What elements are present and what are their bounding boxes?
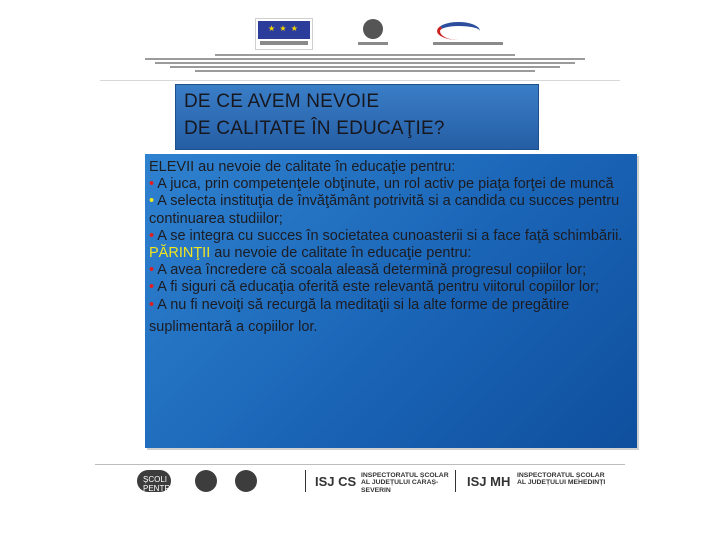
title-line-2: DE CALITATE ÎN EDUCAŢIE? (184, 118, 445, 139)
speech-bubble-logo (137, 470, 176, 493)
header-logos (250, 18, 510, 48)
separator (305, 470, 306, 492)
cov-logo (433, 18, 503, 48)
section-heading-parents (149, 245, 633, 262)
bubble-text: ȘCOLI PENTRU (143, 475, 176, 493)
bullet-item: • A nu fi nevoiţi să recurgă la meditaţii si la alte forme de pregătire (149, 296, 570, 313)
bullet-text: A juca, prin competenţele obţinute, un rol activ pe piaţa forţei de muncă (154, 176, 614, 193)
bullet-item: • A se integra cu succes în societatea cunoasterii si a face faţă schimbării. (149, 227, 623, 244)
eu-flag-logo (255, 18, 313, 50)
content-text (149, 159, 633, 336)
content-box (145, 154, 637, 448)
crest-logo (235, 470, 257, 492)
bullet-text: A se integra cu succes în societatea cunoasterii si a face faţă schimbării. (154, 227, 623, 244)
bullet-text: A fi siguri că educaţia oferită este relevantă pentru viitorul copiilor lor; (154, 279, 599, 296)
bullet-item: • A selecta instituţia de învăţământ potrivită si a candida cu succes pentru continuarea studiilor; (149, 193, 620, 227)
section1-text: au nevoie de calitate în educaţie pentru: (194, 159, 456, 175)
isj-cs-logo: ISJ CS (315, 474, 357, 489)
header-divider (100, 80, 620, 81)
title-box (175, 84, 539, 150)
bullet-item: • A juca, prin competenţele obţinute, un rol activ pe piaţa forţei de muncă (149, 176, 614, 193)
last-line: suplimentară a copiilor lor. (149, 318, 318, 335)
footer-logos (135, 470, 615, 494)
seal-logo (195, 470, 217, 492)
bullet-text: A nu fi nevoiţi să recurgă la meditaţii si la alte forme de pregătire (154, 296, 570, 313)
header-fine-print (140, 52, 590, 78)
footer-divider (95, 464, 625, 465)
isj-mh-text: INSPECTORATUL ȘCOLAR AL JUDEȚULUI MEHEDINȚI (517, 472, 606, 487)
title-line-1: DE CE AVEM NEVOIE (184, 91, 380, 112)
bullet-item: • A avea încredere că scoala aleasă determină progresul copiilor lor; (149, 262, 587, 279)
separator (455, 470, 456, 492)
section2-text: au nevoie de calitate în educaţie pentru: (210, 245, 472, 262)
bullet-item: • A fi siguri că educaţia oferită este relevantă pentru viitorul copiilor lor; (149, 279, 599, 296)
keyword-parents: PĂRINŢII (149, 245, 211, 262)
bullet-text: A selecta instituţia de învăţământ potrivită si a candida cu succes pentru continuarea studiilor; (149, 193, 620, 227)
keyword-students: ELEVII (149, 159, 195, 175)
government-crest-logo (358, 18, 388, 48)
bullet-text: A avea încredere că scoala aleasă determină progresul copiilor lor; (154, 262, 587, 279)
isj-cs-text: INSPECTORATUL ȘCOLAR AL JUDEȚULUI CARAȘ-SEVERIN (361, 472, 449, 494)
isj-mh-logo: ISJ MH (467, 474, 511, 489)
section-heading-students (149, 159, 633, 176)
